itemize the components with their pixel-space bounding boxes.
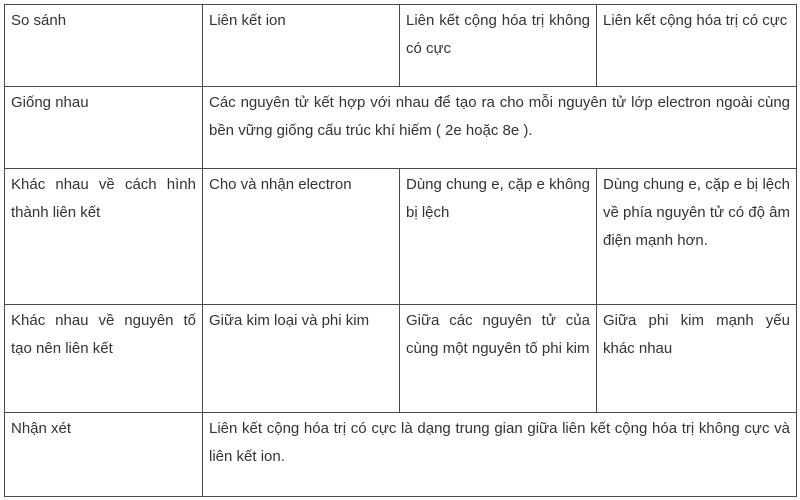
remark-label-cell: Nhận xét bbox=[5, 413, 203, 497]
elements-nonpolar-cell: Giữa các nguyên tử của cùng một nguyên tố phi kim bbox=[400, 305, 597, 413]
table-row-similarities bbox=[5, 87, 797, 169]
table-row-elements bbox=[5, 305, 797, 413]
formation-label-cell: Khác nhau về cách hình thành liên kết bbox=[5, 169, 203, 305]
header-nonpolar-covalent-cell: Liên kết cộng hóa trị không có cực bbox=[400, 5, 597, 87]
table-row-remark bbox=[5, 413, 797, 497]
similarities-label-cell: Giống nhau bbox=[5, 87, 203, 169]
formation-polar-cell: Dùng chung e, cặp e bị lệch về phía nguyên tử có độ âm điện mạnh hơn. bbox=[597, 169, 797, 305]
elements-polar-cell: Giữa phi kim mạnh yếu khác nhau bbox=[597, 305, 797, 413]
table-row-formation bbox=[5, 169, 797, 305]
header-compare-cell: So sánh bbox=[5, 5, 203, 87]
similarities-text-cell: Các nguyên tử kết hợp với nhau để tạo ra cho mỗi nguyên tử lớp electron ngoài cùng bền vững giống cấu trúc khí hiếm ( 2e hoặc 8e ). bbox=[203, 87, 797, 169]
elements-ionic-cell: Giữa kim loại và phi kim bbox=[203, 305, 400, 413]
elements-label-cell: Khác nhau về nguyên tố tạo nên liên kết bbox=[5, 305, 203, 413]
formation-ionic-cell: Cho và nhận electron bbox=[203, 169, 400, 305]
comparison-table bbox=[4, 4, 797, 497]
remark-text-cell: Liên kết cộng hóa trị có cực là dạng trung gian giữa liên kết cộng hóa trị không cực và liên kết ion. bbox=[203, 413, 797, 497]
header-polar-covalent-cell: Liên kết cộng hóa trị có cực bbox=[597, 5, 797, 87]
table-row-header bbox=[5, 5, 797, 87]
formation-nonpolar-cell: Dùng chung e, cặp e không bị lệch bbox=[400, 169, 597, 305]
header-ionic-bond-cell: Liên kết ion bbox=[203, 5, 400, 87]
